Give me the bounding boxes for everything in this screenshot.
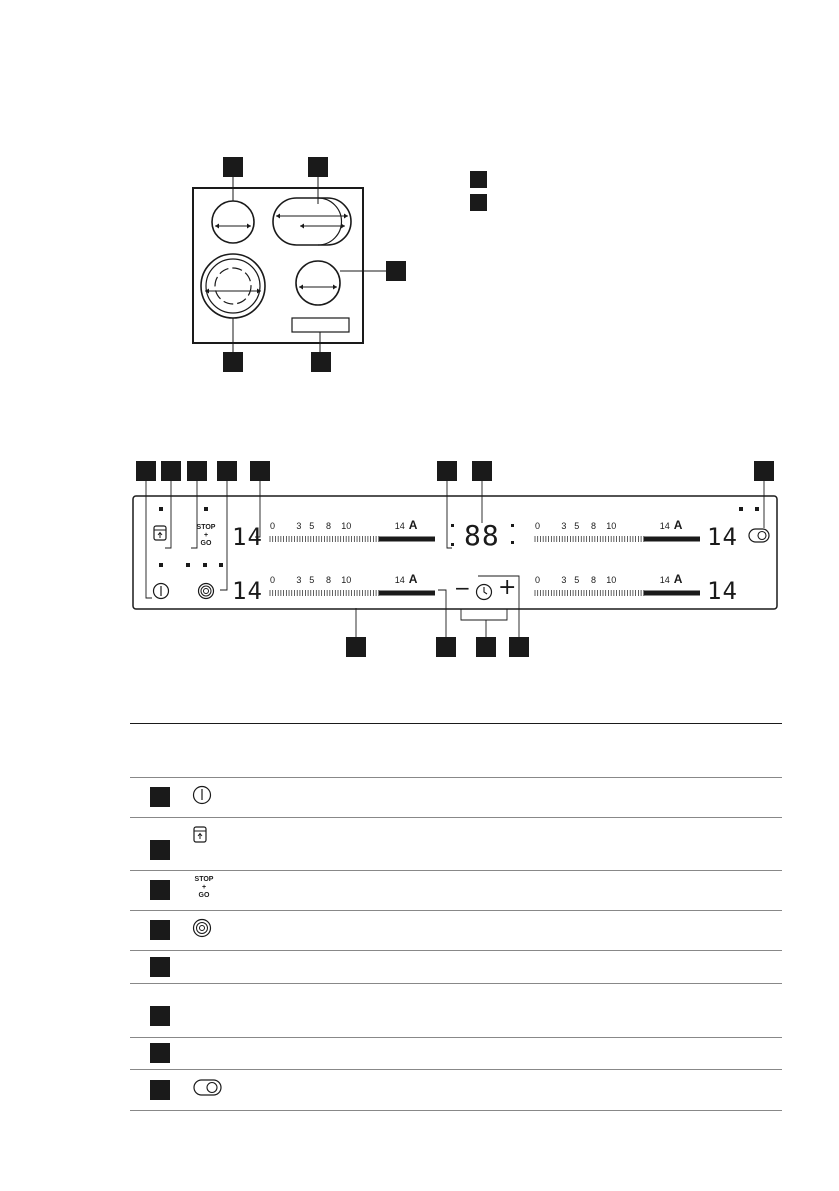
timer-minus-button[interactable]: − — [454, 576, 471, 600]
stop-go-icon[interactable]: STOP + GO — [196, 524, 216, 547]
slider-tick-label: 14 — [394, 521, 405, 531]
table-row-marker — [150, 920, 170, 940]
slider-tick-label: 5 — [574, 521, 580, 531]
table-row-marker — [150, 957, 170, 977]
table-row-rule — [130, 983, 782, 984]
slider-tick-label: 3 — [561, 575, 567, 585]
table-row-marker — [150, 840, 170, 860]
slider-unit-label: A — [673, 572, 683, 586]
slider-tick-label: 14 — [659, 575, 670, 585]
timer-icon — [477, 585, 492, 600]
table-bottom-rule — [130, 1110, 782, 1111]
slider-tick-label: 8 — [326, 521, 332, 531]
slider-tick-label: 8 — [591, 575, 597, 585]
slider-tick-label: 8 — [591, 521, 597, 531]
slider-unit-label: A — [408, 518, 418, 532]
toggle-icon — [749, 529, 769, 542]
table-row-rule — [130, 817, 782, 818]
power-icon — [192, 785, 212, 809]
slider-tick-label: 14 — [394, 575, 405, 585]
table-row-marker — [150, 1006, 170, 1026]
slider-max-bar — [644, 537, 700, 542]
slider-unit-label: A — [408, 572, 418, 586]
power-slider-bottom-left — [270, 590, 435, 596]
table-row-marker — [150, 1043, 170, 1063]
slider-max-bar — [379, 591, 435, 596]
timer-plus-button[interactable]: + — [498, 575, 517, 600]
power-icon — [154, 584, 169, 599]
slider-tick-label: 5 — [309, 521, 315, 531]
slider-tick-label: 3 — [561, 521, 567, 531]
power-slider-bottom-right — [535, 590, 700, 596]
slider-tick-label: 0 — [535, 575, 541, 585]
toggle-icon — [192, 1077, 224, 1101]
slider-max-bar — [379, 537, 435, 542]
lock-icon — [192, 825, 208, 849]
slider-tick-label: 14 — [659, 521, 670, 531]
table-top-rule — [130, 723, 782, 724]
bridge-icon — [192, 918, 212, 942]
table-row-rule — [130, 777, 782, 778]
table-row-marker — [150, 1080, 170, 1100]
slider-tick-label: 0 — [535, 521, 541, 531]
bridge-icon — [199, 584, 214, 599]
slider-tick-label: 10 — [341, 575, 352, 585]
table-row-rule — [130, 910, 782, 911]
slider-tick-label: 8 — [326, 575, 332, 585]
slider-tick-label: 0 — [270, 521, 276, 531]
slider-unit-label: A — [673, 518, 683, 532]
slider-tick-label: 10 — [606, 521, 617, 531]
slider-tick-label: 0 — [270, 575, 276, 585]
table-row-rule — [130, 870, 782, 871]
power-slider-top-left — [270, 536, 435, 542]
lock-icon — [154, 526, 166, 540]
stop-go-icon: STOP + GO — [194, 876, 214, 899]
slider-tick-label: 3 — [296, 575, 302, 585]
slider-tick-label: 10 — [606, 575, 617, 585]
table-row-rule — [130, 1037, 782, 1038]
power-display-bottom-left: 14 — [232, 577, 263, 605]
slider-tick-label: 5 — [574, 575, 580, 585]
slider-tick-label: 5 — [309, 575, 315, 585]
table-row-marker — [150, 787, 170, 807]
slider-tick-label: 10 — [341, 521, 352, 531]
power-display-bottom-right: 14 — [707, 577, 738, 605]
power-display-top-right: 14 — [707, 523, 738, 551]
table-row-marker — [150, 880, 170, 900]
slider-max-bar — [644, 591, 700, 596]
table-row-rule — [130, 1069, 782, 1070]
power-slider-top-right — [535, 536, 700, 542]
power-display-top-left: 14 — [232, 523, 263, 551]
timer-display: 88 — [464, 519, 500, 552]
slider-tick-label: 3 — [296, 521, 302, 531]
table-row-rule — [130, 950, 782, 951]
